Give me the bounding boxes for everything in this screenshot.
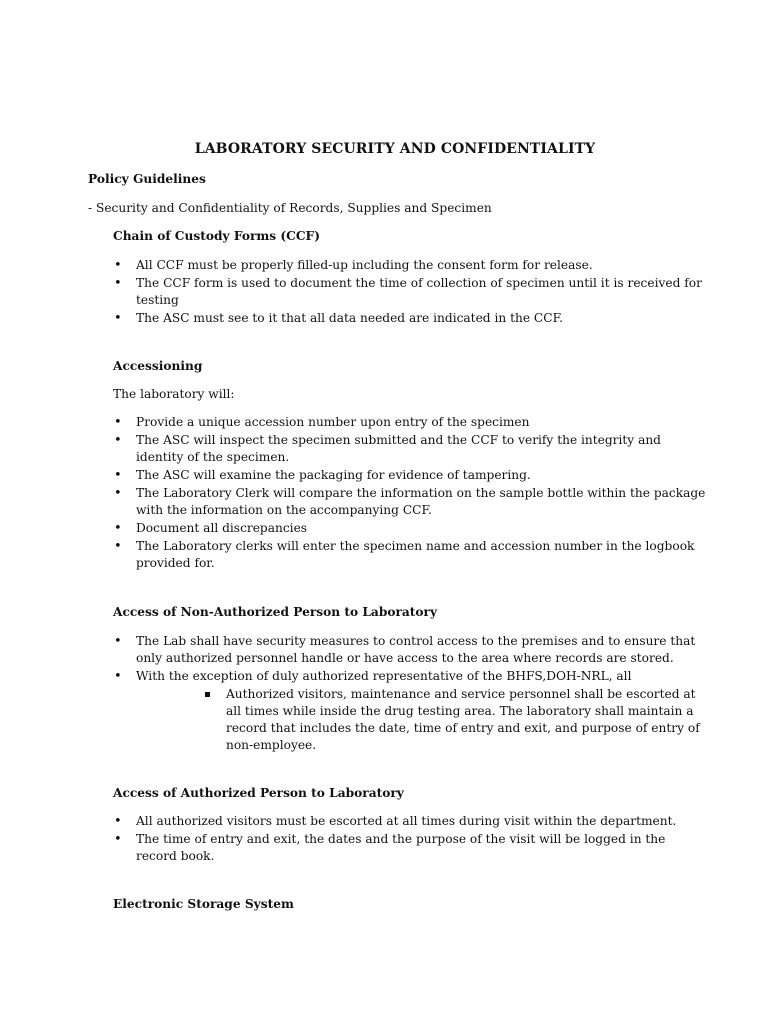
electronic-storage-heading: Electronic Storage System bbox=[113, 897, 294, 911]
list-item: • With the exception of duly authorized representative of the BHFS,DOH-NRL, all bbox=[114, 668, 706, 685]
list-item: • The time of entry and exit, the dates and the purpose of the visit will be logged in the record book. bbox=[114, 831, 706, 865]
ccf-heading: Chain of Custody Forms (CCF) bbox=[113, 229, 320, 243]
list-item: • The ASC will examine the packaging for evidence of tampering. bbox=[114, 467, 706, 484]
list-item: • The Laboratory clerks will enter the specimen name and accession number in the logbook provided for. bbox=[114, 538, 706, 572]
non-authorized-heading: Access of Non-Authorized Person to Laboratory bbox=[113, 605, 438, 619]
list-item: • Document all discrepancies bbox=[114, 520, 706, 537]
intro-line: - Security and Confidentiality of Records, Supplies and Specimen bbox=[88, 201, 492, 215]
list-item: • The CCF form is used to document the time of collection of specimen until it is received for testing bbox=[114, 275, 706, 309]
list-item: • The Laboratory Clerk will compare the information on the sample bottle within the package with the information on the accompanying CCF. bbox=[114, 485, 706, 519]
list-item: • All authorized visitors must be escorted at all times during visit within the department. bbox=[114, 813, 706, 830]
authorized-list bbox=[114, 813, 706, 866]
accessioning-heading: Accessioning bbox=[113, 359, 203, 373]
list-item: • All CCF must be properly filled-up including the consent form for release. bbox=[114, 257, 706, 274]
non-authorized-list bbox=[114, 633, 706, 686]
sub-list-item: Authorized visitors, maintenance and service personnel shall be escorted at all times while inside the drug testing area. The laboratory shall maintain a record that includes the date, time of entry and exit, and purpose of entry of non-employee. bbox=[203, 686, 708, 754]
accessioning-lead: The laboratory will: bbox=[113, 387, 235, 401]
list-item: • The ASC will inspect the specimen submitted and the CCF to verify the integrity and identity of the specimen. bbox=[114, 432, 706, 466]
ccf-list bbox=[114, 257, 706, 328]
list-item: • Provide a unique accession number upon entry of the specimen bbox=[114, 414, 706, 431]
list-item: • The ASC must see to it that all data needed are indicated in the CCF. bbox=[114, 310, 706, 327]
non-authorized-sublist bbox=[203, 686, 708, 754]
page-title: LABORATORY SECURITY AND CONFIDENTIALITY bbox=[194, 141, 596, 157]
authorized-heading: Access of Authorized Person to Laboratory bbox=[113, 786, 404, 800]
accessioning-list bbox=[114, 414, 706, 573]
list-item: • The Lab shall have security measures to control access to the premises and to ensure that only authorized personnel handle or have access to the area where records are stored. bbox=[114, 633, 706, 667]
policy-heading: Policy Guidelines bbox=[88, 172, 206, 186]
